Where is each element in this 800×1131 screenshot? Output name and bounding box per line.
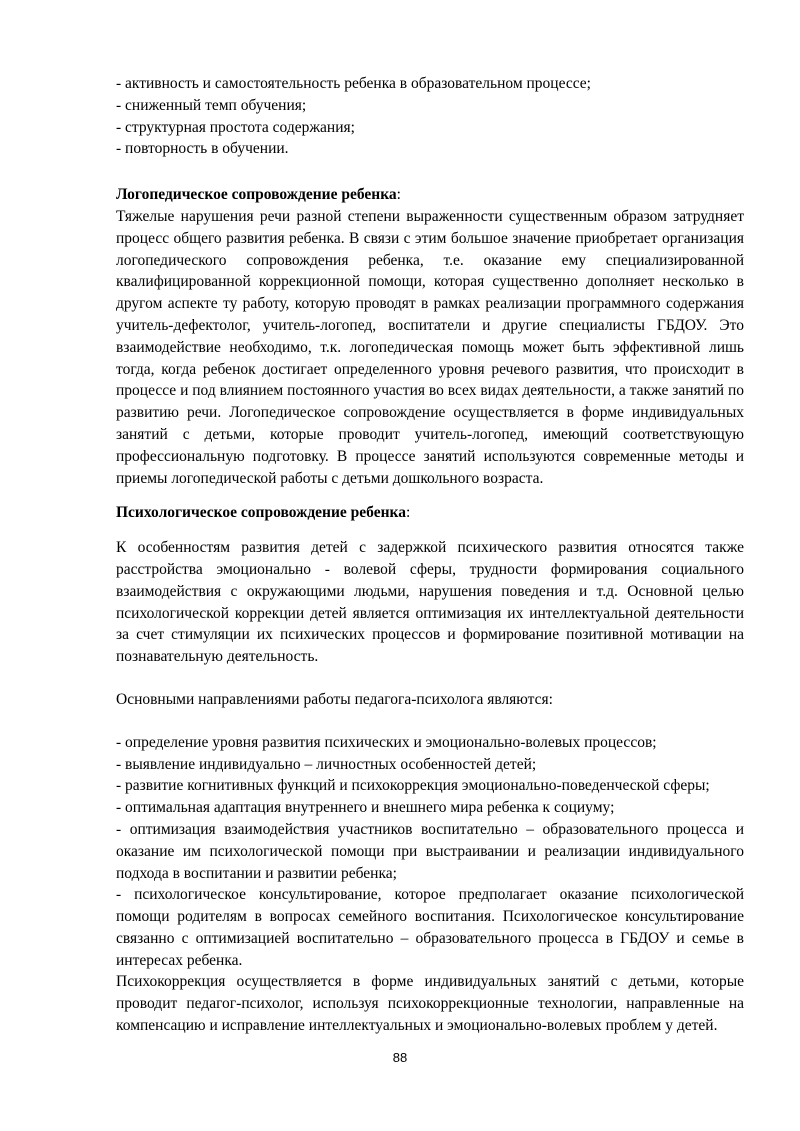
heading-text: Психологическое сопровождение ребенка <box>116 504 406 522</box>
list-item: - повторность в обучении. <box>116 140 289 158</box>
section-heading <box>116 184 744 206</box>
logoped-section <box>116 184 744 489</box>
page-number: 88 <box>392 1050 408 1065</box>
heading-colon: : <box>396 186 401 204</box>
list-item: - активность и самостоятельность ребенка в образовательном процессе; <box>116 75 591 92</box>
section-heading <box>116 502 744 524</box>
list-item: - оптимальная адаптация внутреннего и внешнего мира ребенка к социуму; <box>116 799 615 817</box>
document-page <box>116 73 744 1037</box>
list-item: - развитие когнитивных функций и психокоррекция эмоционально-поведенческой сферы; <box>116 777 710 795</box>
list-item: - психологическое консультирование, которое предполагает оказание психологической помощи родителям в вопросах семейного воспитания. Психологическое консультирование связанно с оптимизацией воспитательно – образовательного процесса в ГБДОУ и семье в интересах ребенка. <box>116 886 744 969</box>
paragraph: Психокоррекция осуществляется в форме индивидуальных занятий с детьми, которые проводит педагог-психолог, используя психокоррекционные технологии, направленные на компенсацию и исправление интеллектуальных и эмоционально-волевых проблем у детей. <box>116 973 744 1035</box>
list-item: - определение уровня развития психических и эмоционально-волевых процессов; <box>116 733 657 751</box>
list-item: - структурная простота содержания; <box>116 118 355 136</box>
list-item: - сниженный темп обучения; <box>116 96 307 114</box>
paragraph: К особенностям развития детей с задержкой психического развития относятся также расстройства эмоционально - волевой сферы, трудности формирования социального взаимодействия с окружающими людьми, нарушения поведения и т.д. Основной целью психологической коррекции детей является оптимизация их интеллектуальной деятельности за счет стимуляции их психических процессов и формирование позитивной мотивации на познавательную деятельность. <box>116 539 744 666</box>
directions-list <box>116 732 744 972</box>
psych-section <box>116 502 744 1037</box>
list-item: - выявление индивидуально – личностных особенностей детей; <box>116 755 537 773</box>
list-item: - оптимизация взаимодействия участников воспитательно – образовательного процесса и оказание им психологической помощи при выстраивании и реализации индивидуального подхода в воспитании и развитии ребенка; <box>116 820 744 882</box>
directions-intro: Основными направлениями работы педагога-психолога являются: <box>116 690 553 708</box>
intro-list <box>116 73 744 160</box>
heading-colon: : <box>405 504 411 522</box>
paragraph: Тяжелые нарушения речи разной степени выраженности существенным образом затрудняет процесс общего развития ребенка. В связи с этим большое значение приобретает организация логопедического сопровождения ребенка, т.е. оказание ему специализированной квалифицированной коррекционной помощи, которая существенно дополняет несколько в другом аспекте ту работу, которую проводят в рамках реализации программного содержания учитель-дефектолог, учитель-логопед, воспитатели и другие специалисты ГБДОУ. Это взаимодействие необходимо, т.к. логопедическая помощь может быть эффективной лишь тогда, когда ребенок достигает определенного уровня речевого развития, что происходит в процессе и под влиянием постоянного участия во всех видах деятельности, а также занятий по развитию речи. Логопедическое сопровождение осуществляется в форме индивидуальных занятий с детьми, которые проводит учитель-логопед, имеющий соответствующую профессиональную подготовку. В процессе занятий используются современные методы и приемы логопедической работы с детьми дошкольного возраста. <box>116 207 744 487</box>
heading-text: Логопедическое сопровождение ребенка <box>116 186 397 204</box>
